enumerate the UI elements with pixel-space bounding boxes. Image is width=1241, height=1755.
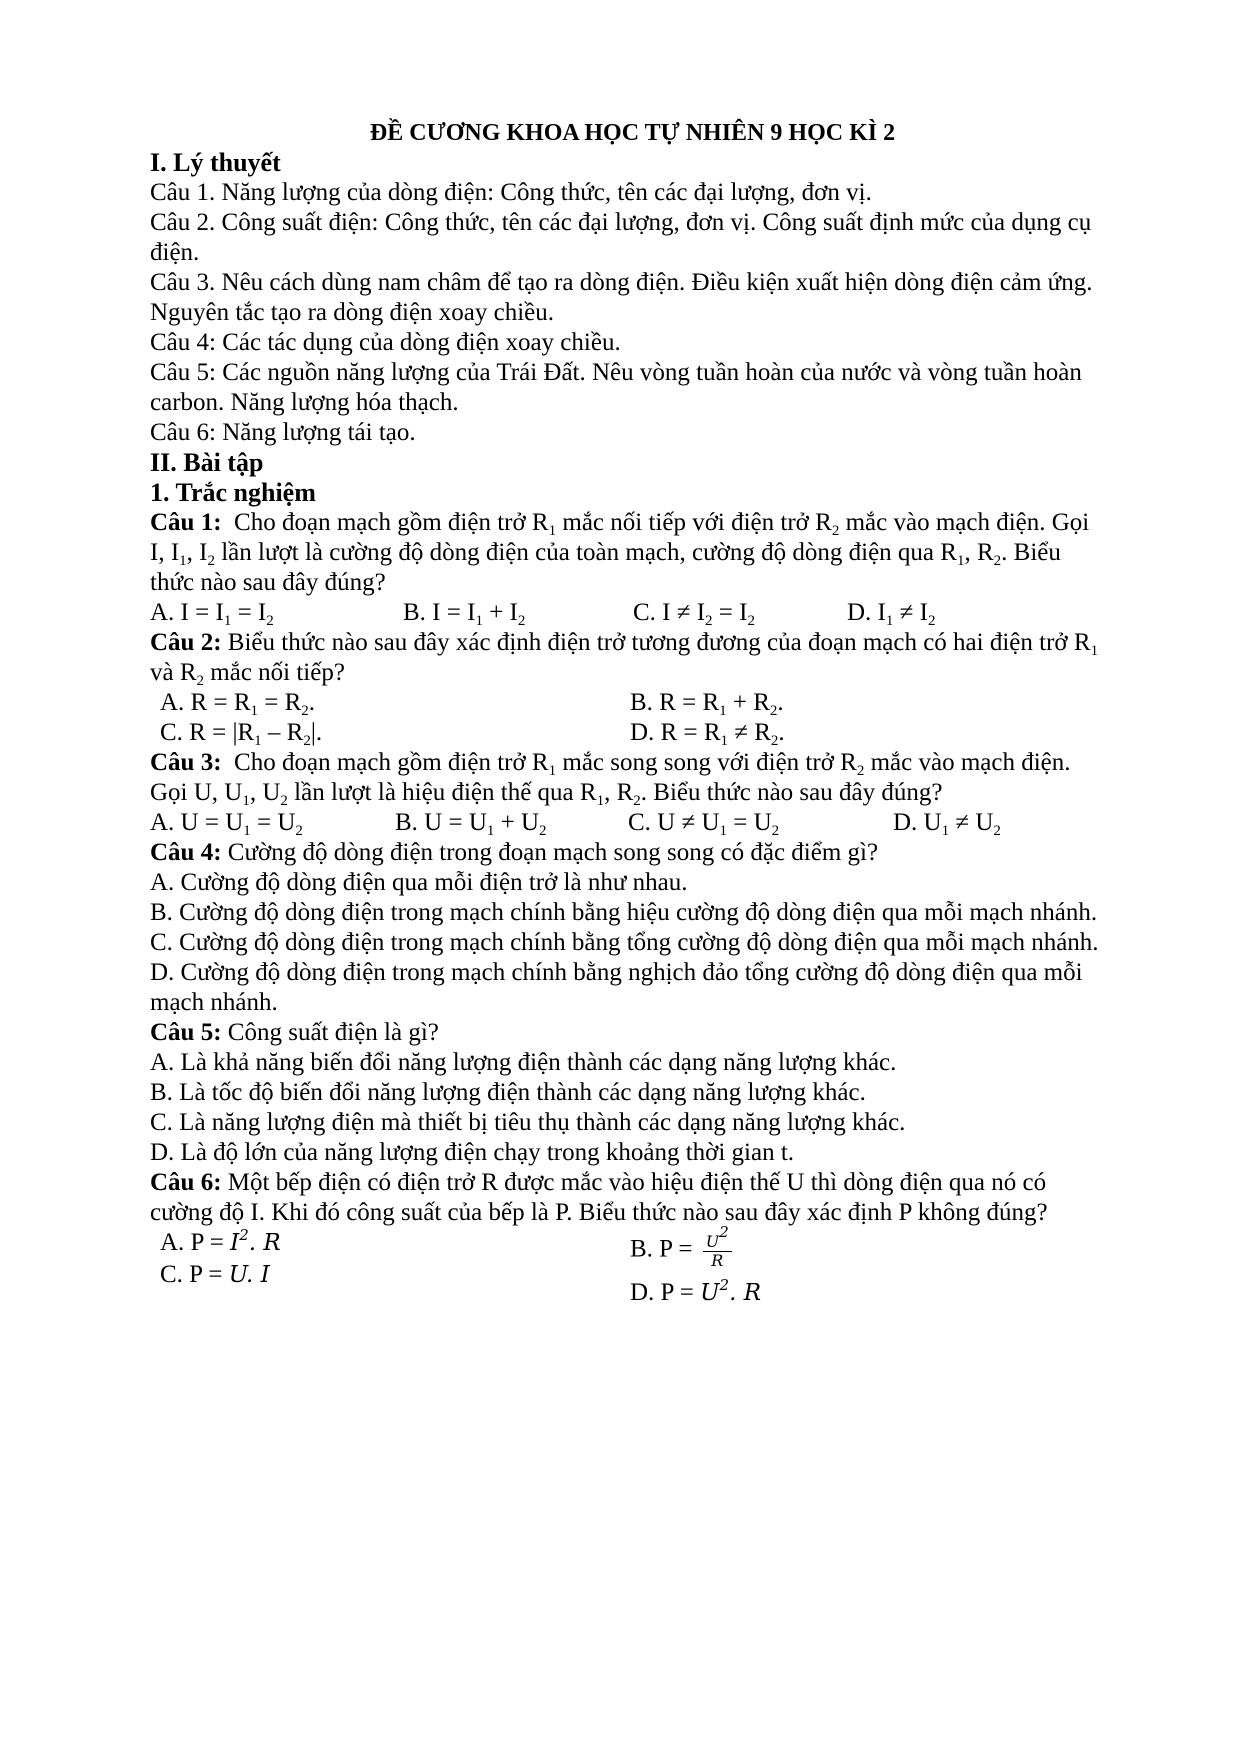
formula bbox=[230, 1226, 281, 1256]
option-c: C. Cường độ dòng điện trong mạch chính bằng tổng cường độ dòng điện qua mỗi mạch nhánh. bbox=[150, 929, 1099, 956]
question-4 bbox=[150, 838, 1100, 868]
option-d: D. $R = R_1 \ne R_2$. bbox=[630, 719, 785, 749]
theory-item: Câu 2. Công suất điện: Công thức, tên các đại lượng, đơn vị. Công suất định mức của dụng cụ điện. bbox=[150, 209, 1092, 266]
theory-item: Câu 1. Năng lượng của dòng điện: Công thức, tên các đại lượng, đơn vị. bbox=[150, 179, 872, 206]
option-a: A. Cường độ dòng điện qua mỗi điện trở là như nhau. bbox=[150, 869, 688, 896]
option-prefix: A. P = bbox=[160, 1229, 231, 1256]
option-a: A. $I = I_1 = I_2$ bbox=[150, 599, 274, 629]
question-label: Câu 1: bbox=[150, 509, 222, 536]
option-prefix: D. P = bbox=[630, 1279, 701, 1306]
question-text: Cho đoạn mạch gồm điện trở $R_1$ mắc nối tiếp với điện trở $R_2$ mắc vào mạch điện. Gọi I, $I_1$, $I_2$ lần lượt là cường độ dòng điện của toàn mạch, cường độ dòng điện qua $R_1$, $R_2$. Biểu thức nào sau đây đúng? bbox=[150, 509, 1090, 596]
question-text: Công suất điện là gì? bbox=[227, 1019, 439, 1046]
subscript: 2 bbox=[769, 703, 778, 719]
question-6-options bbox=[150, 1223, 1100, 1308]
option-c: C. $I \ne I_2 = I_2$ bbox=[633, 599, 755, 629]
question-2-options-row-1 bbox=[150, 688, 1100, 718]
subscript: 2 bbox=[747, 613, 755, 629]
option-b: B. $I = I_1 + I_2$ bbox=[403, 599, 526, 629]
formula-base: U bbox=[705, 1232, 720, 1251]
subscript: 2 bbox=[295, 823, 303, 839]
question-text: Một bếp điện có điện trở R được mắc vào hiệu điện thế U thì dòng điện qua nó có cường độ I. Khi đó công suất của bếp là P. Biểu thức nào sau đây xác định P không đúng? bbox=[150, 1169, 1048, 1226]
option-d: D. Cường độ dòng điện trong mạch chính bằng nghịch đảo tổng cường độ dòng điện qua mỗi mạch nhánh. bbox=[150, 959, 1083, 1016]
exercises-heading: II. Bài tập bbox=[150, 448, 264, 477]
option-c: C. Là năng lượng điện mà thiết bị tiêu thụ thành các dạng năng lượng khác. bbox=[150, 1109, 906, 1136]
subscript: 1 bbox=[254, 733, 262, 749]
question-label: Câu 6: bbox=[150, 1169, 222, 1196]
document-title: ĐỀ CƯƠNG KHOA HỌC TỰ NHIÊN 9 HỌC KÌ 2 bbox=[369, 120, 896, 146]
formula-rest: . R bbox=[248, 1230, 281, 1256]
question-1 bbox=[150, 508, 1100, 598]
subscript: 1 bbox=[719, 703, 727, 719]
formula-rest: . R bbox=[729, 1280, 762, 1306]
subscript: 1 bbox=[885, 613, 894, 629]
theory-heading: I. Lý thuyết bbox=[150, 148, 281, 177]
option-d: D. $I_1 \ne I_2$ bbox=[847, 599, 936, 629]
subscript: 1 bbox=[548, 763, 557, 779]
option-b: B. $R = R_1 + R_2$. bbox=[630, 689, 784, 719]
subscript: 2 bbox=[633, 793, 641, 809]
question-3 bbox=[150, 748, 1100, 808]
subscript: 1 bbox=[548, 523, 557, 539]
subscript: 2 bbox=[927, 613, 936, 629]
question-label: Câu 4: bbox=[150, 839, 222, 866]
question-2-options-row-2 bbox=[150, 718, 1100, 748]
subscript: 2 bbox=[280, 793, 288, 809]
question-text: Biểu thức nào sau đây xác định điện trở tương đương của đoạn mạch có hai điện trở $R_1$ và $R_2$ mắc nối tiếp? bbox=[150, 629, 1099, 689]
option-d: D. $U_1 \ne U_2$ bbox=[893, 809, 1001, 839]
option-b: B. Cường độ dòng điện trong mạch chính bằng hiệu cường độ dòng điện qua mỗi mạch nhánh. bbox=[150, 899, 1098, 926]
question-label: Câu 2: bbox=[150, 629, 222, 656]
subscript: 1 bbox=[720, 733, 729, 749]
formula-exponent: 2 bbox=[719, 1276, 730, 1294]
option-c bbox=[160, 1260, 270, 1290]
option-a: A. Là khả năng biến đổi năng lượng điện thành các dạng năng lượng khác. bbox=[150, 1049, 897, 1076]
question-2 bbox=[150, 628, 1100, 688]
subscript: 1 bbox=[243, 823, 251, 839]
subscript: 2 bbox=[993, 553, 1002, 569]
theory-item: Câu 4: Các tác dụng của dòng điện xoay chiều. bbox=[150, 329, 621, 356]
subscript: 2 bbox=[266, 613, 274, 629]
option-a bbox=[160, 1228, 281, 1258]
document-page bbox=[150, 118, 1100, 1308]
subscript: 1 bbox=[250, 703, 259, 719]
subscript: 2 bbox=[770, 733, 779, 749]
multiple-choice-heading: 1. Trắc nghiệm bbox=[150, 478, 316, 507]
option-b bbox=[630, 1223, 732, 1270]
option-b: B. Là tốc độ biến đổi năng lượng điện thành các dạng năng lượng khác. bbox=[150, 1079, 866, 1106]
fraction-denominator: R bbox=[711, 1251, 724, 1270]
subscript: 1 bbox=[475, 613, 483, 629]
subscript: 1 bbox=[719, 823, 728, 839]
subscript: 2 bbox=[831, 523, 840, 539]
fraction-numerator bbox=[703, 1223, 732, 1252]
subscript: 2 bbox=[517, 613, 526, 629]
option-d: D. Là độ lớn của năng lượng điện chạy trong khoảng thời gian t. bbox=[150, 1139, 795, 1166]
option-c: C. $U \ne U_1 = U_2$ bbox=[628, 809, 780, 839]
theory-item: Câu 5: Các nguồn năng lượng của Trái Đất. Nêu vòng tuần hoàn của nước và vòng tuần hoàn carbon. Năng lượng hóa thạch. bbox=[150, 359, 1082, 416]
formula-exponent: 2 bbox=[719, 1223, 729, 1241]
subscript: 1 bbox=[486, 823, 495, 839]
subscript: 2 bbox=[303, 733, 311, 749]
subscript: 2 bbox=[196, 673, 205, 689]
option-b: B. $U = U_1 + U_2$ bbox=[395, 809, 547, 839]
subscript: 1 bbox=[223, 613, 232, 629]
fraction bbox=[703, 1223, 732, 1270]
question-1-options bbox=[150, 598, 1100, 628]
subscript: 2 bbox=[207, 553, 215, 569]
subscript: 2 bbox=[993, 823, 1001, 839]
subscript: 1 bbox=[596, 793, 605, 809]
question-text: Cường độ dòng điện trong đoạn mạch song song có đặc điểm gì? bbox=[227, 839, 879, 866]
option-prefix: B. P = bbox=[630, 1235, 699, 1263]
subscript: 1 bbox=[179, 553, 187, 569]
question-label: Câu 3: bbox=[150, 749, 222, 776]
formula-base: I bbox=[230, 1230, 240, 1256]
question-3-options bbox=[150, 808, 1100, 838]
formula-exponent: 2 bbox=[239, 1226, 249, 1244]
subscript: 1 bbox=[941, 823, 950, 839]
formula: U. I bbox=[228, 1262, 270, 1288]
option-d bbox=[630, 1278, 761, 1308]
subscript: 2 bbox=[705, 613, 713, 629]
theory-item: Câu 3. Nêu cách dùng nam châm để tạo ra dòng điện. Điều kiện xuất hiện dòng điện cảm ứng. Nguyên tắc tạo ra dòng điện xoay chiều. bbox=[150, 269, 1093, 326]
subscript: 2 bbox=[856, 763, 865, 779]
option-a: A. $U = U_1 = U_2$ bbox=[150, 809, 303, 839]
option-prefix: C. P = bbox=[160, 1261, 229, 1288]
formula-base: U bbox=[700, 1280, 720, 1306]
question-6 bbox=[150, 1168, 1100, 1228]
option-c: C. $R = |R_1 - R_2|$. bbox=[160, 719, 323, 749]
subscript: 2 bbox=[301, 703, 309, 719]
subscript: 2 bbox=[771, 823, 780, 839]
question-5 bbox=[150, 1018, 1100, 1048]
option-a: A. $R = R_1 = R_2$. bbox=[160, 689, 316, 719]
subscript: 1 bbox=[956, 553, 965, 569]
subscript: 1 bbox=[1090, 643, 1099, 659]
question-text: Cho đoạn mạch gồm điện trở $R_1$ mắc song song với điện trở $R_2$ mắc vào mạch điện. Gọi U, $U_1$, $U_2$ lần lượt là hiệu điện thế qua $R_1$, $R_2$. Biểu thức nào sau đây đúng? bbox=[150, 749, 1071, 809]
theory-item: Câu 6: Năng lượng tái tạo. bbox=[150, 419, 416, 446]
subscript: 2 bbox=[539, 823, 547, 839]
formula bbox=[700, 1276, 762, 1306]
question-label: Câu 5: bbox=[150, 1019, 222, 1046]
subscript: 1 bbox=[242, 793, 250, 809]
